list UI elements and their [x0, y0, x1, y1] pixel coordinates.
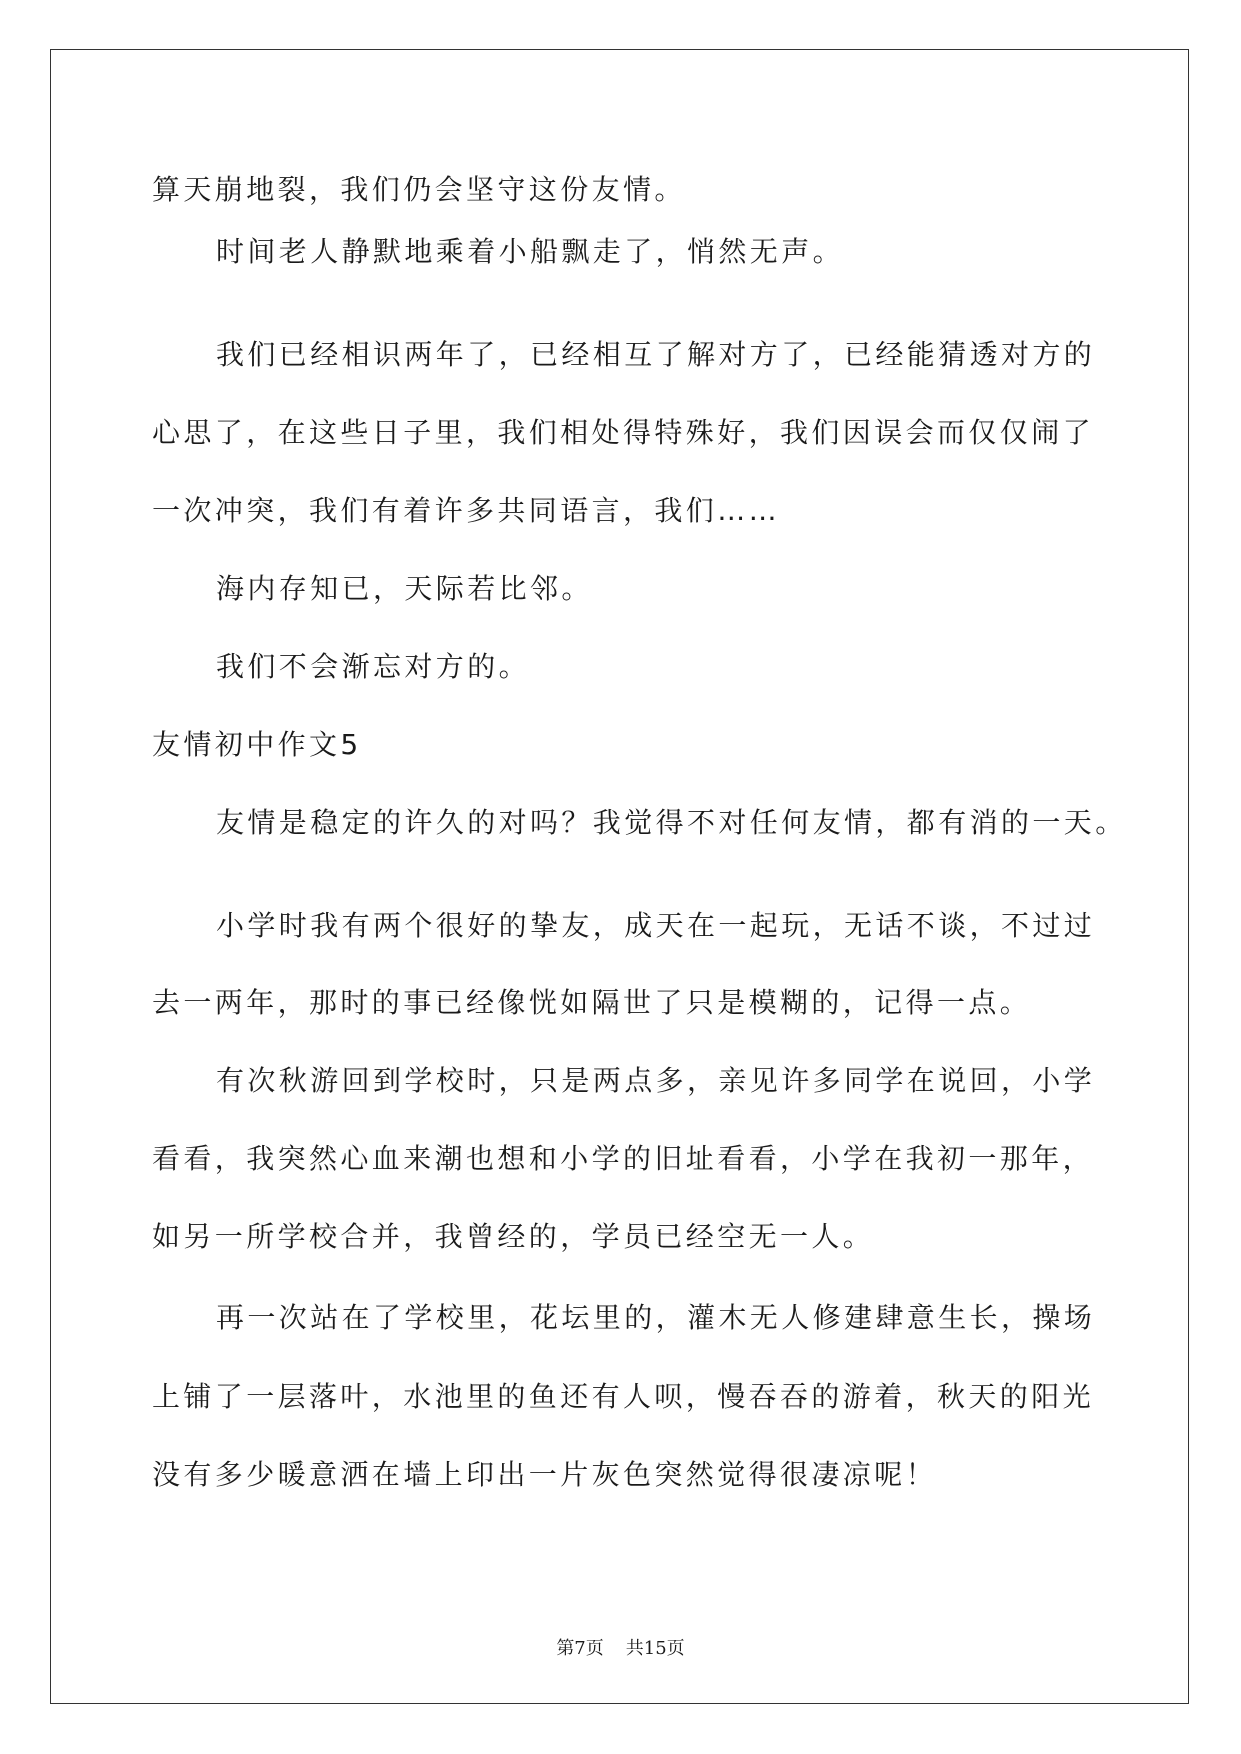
- section-heading: 友情初中作文5: [152, 728, 362, 761]
- text-line: 去一两年，那时的事已经像恍如隔世了只是模糊的，记得一点。: [152, 986, 1032, 1019]
- text-line: 小学时我有两个很好的挚友，成天在一起玩，无话不谈，不过过: [216, 909, 1096, 942]
- text-line: 我们已经相识两年了，已经相互了解对方了，已经能猜透对方的: [216, 338, 1096, 371]
- text-line: 没有多少暖意洒在墙上印出一片灰色突然觉得很凄凉呢！: [152, 1458, 938, 1491]
- text-line: 我们不会渐忘对方的。: [216, 650, 531, 683]
- text-line: 算天崩地裂，我们仍会坚守这份友情。: [152, 173, 686, 206]
- text-line: 再一次站在了学校里，花坛里的，灌木无人修建肆意生长，操场: [216, 1301, 1096, 1334]
- page-footer: [0, 1637, 1241, 1661]
- text-line: 心思了，在这些日子里，我们相处得特殊好，我们因误会而仅仅闹了: [152, 416, 1095, 449]
- text-line: 看看，我突然心血来潮也想和小学的旧址看看，小学在我初一那年，: [152, 1142, 1095, 1175]
- text-line: 一次冲突，我们有着许多共同语言，我们……: [152, 494, 781, 527]
- text-line: 有次秋游回到学校时，只是两点多，亲见许多同学在说回，小学: [216, 1064, 1096, 1097]
- text-line: 时间老人静默地乘着小船飘走了，悄然无声。: [216, 235, 845, 268]
- text-line: 如另一所学校合并，我曾经的，学员已经空无一人。: [152, 1220, 875, 1253]
- page-number-total: 共15页: [625, 1638, 685, 1659]
- page-number-current: 第7页: [556, 1638, 604, 1659]
- text-line: 海内存知已，天际若比邻。: [216, 572, 593, 605]
- text-line: 友情是稳定的许久的对吗？我觉得不对任何友情，都有消的一天。: [216, 806, 1127, 839]
- text-line: 上铺了一层落叶，水池里的鱼还有人呗，慢吞吞的游着，秋天的阳光: [152, 1380, 1095, 1413]
